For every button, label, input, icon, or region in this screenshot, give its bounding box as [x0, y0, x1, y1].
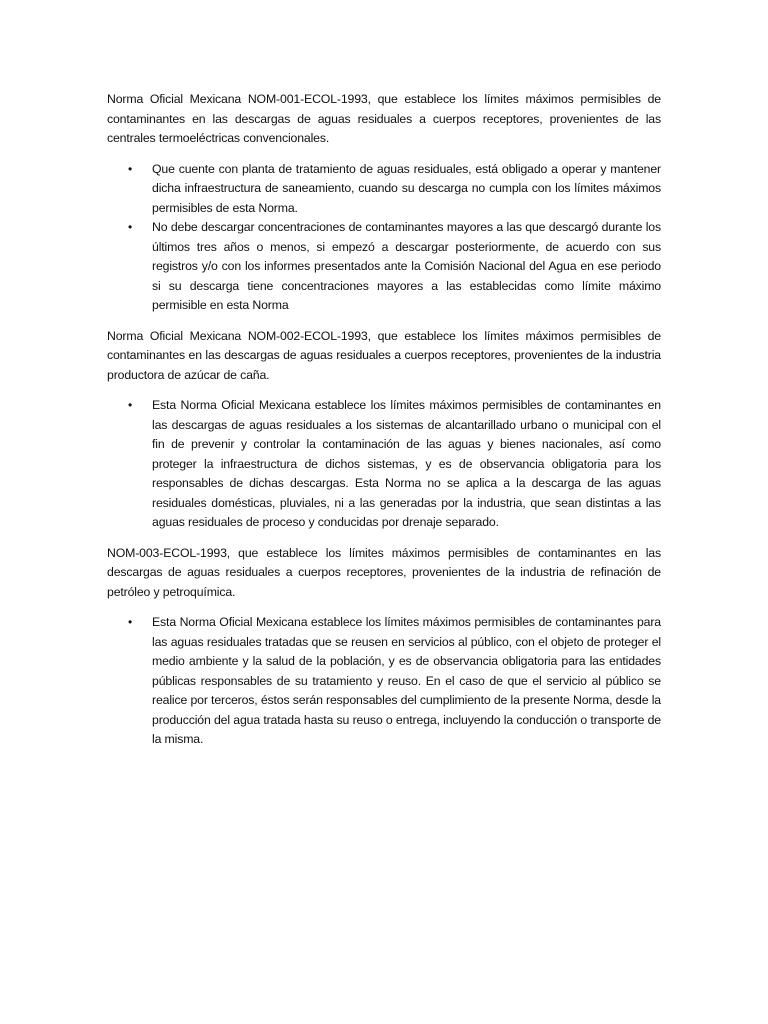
- document-page: [107, 90, 661, 761]
- section-heading-nom-003: NOM-003-ECOL-1993, que establece los límites máximos permisibles de contaminantes en las descargas de aguas residuales a cuerpos receptores, provenientes de la industria de refinación de petróleo y petroquímica.: [107, 545, 661, 599]
- bullet-list-nom-001: [107, 160, 661, 316]
- bullet-text: Esta Norma Oficial Mexicana establece los límites máximos permisibles de contaminantes en las descargas de aguas residuales a los sistemas de alcantarillado urbano o municipal con el fin de prevenir y controlar la contaminación de las aguas y bienes nacionales, así como proteger la infraestructura de dichos sistemas, y es de observancia obligatoria para los responsables de dichas descargas. Esta Norma no se aplica a la descarga de las aguas residuales domésticas, pluviales, ni a las generadas por la industria, que sean distintas a las aguas residuales de proceso y conducidas por drenaje separado.: [152, 398, 661, 529]
- bullet-item: [107, 218, 661, 316]
- bullet-list-nom-002: [107, 396, 661, 533]
- bullet-list-nom-003: [107, 613, 661, 750]
- bullet-item: [107, 613, 661, 750]
- bullet-text: Que cuente con planta de tratamiento de aguas residuales, está obligado a operar y mantener dicha infraestructura de saneamiento, cuando su descarga no cumpla con los límites máximos permisibles de esta Norma.: [152, 161, 661, 215]
- bullet-item: [107, 160, 661, 219]
- bullet-item: [107, 396, 661, 533]
- bullet-icon: •: [128, 615, 133, 629]
- section-heading-nom-001: Norma Oficial Mexicana NOM-001-ECOL-1993, que establece los límites máximos permisibles de contaminantes en las descargas de aguas residuales a cuerpos receptores, provenientes de las centrales termoeléctricas convencionales.: [107, 92, 661, 145]
- bullet-icon: •: [128, 398, 133, 412]
- bullet-icon: •: [128, 161, 133, 176]
- section-heading-nom-002: Norma Oficial Mexicana NOM-002-ECOL-1993, que establece los límites máximos permisibles de contaminantes en las descargas de aguas residuales a cuerpos receptores, provenientes de la industria productora de azúcar de caña.: [107, 328, 661, 382]
- bullet-text: No debe descargar concentraciones de contaminantes mayores a las que descargó durante los últimos tres años o menos, si empezó a descargar posteriormente, de acuerdo con sus registros y/o con los informes presentados ante la Comisión Nacional del Agua en ese periodo si su descarga tiene concentraciones mayores a las establecidas como límite máximo permisible en esta Norma: [152, 220, 661, 312]
- bullet-text: Esta Norma Oficial Mexicana establece los límites máximos permisibles de contaminantes para las aguas residuales tratadas que se reusen en servicios al público, con el objeto de proteger el medio ambiente y la salud de la población, y es de observancia obligatoria para las entidades públicas responsables de su tratamiento y reuso. En el caso de que el servicio al público se realice por terceros, éstos serán responsables del cumplimiento de la presente Norma, desde la producción del agua tratada hasta su reuso o entrega, incluyendo la conducción o transporte de la misma.: [152, 615, 661, 746]
- bullet-icon: •: [128, 220, 133, 234]
